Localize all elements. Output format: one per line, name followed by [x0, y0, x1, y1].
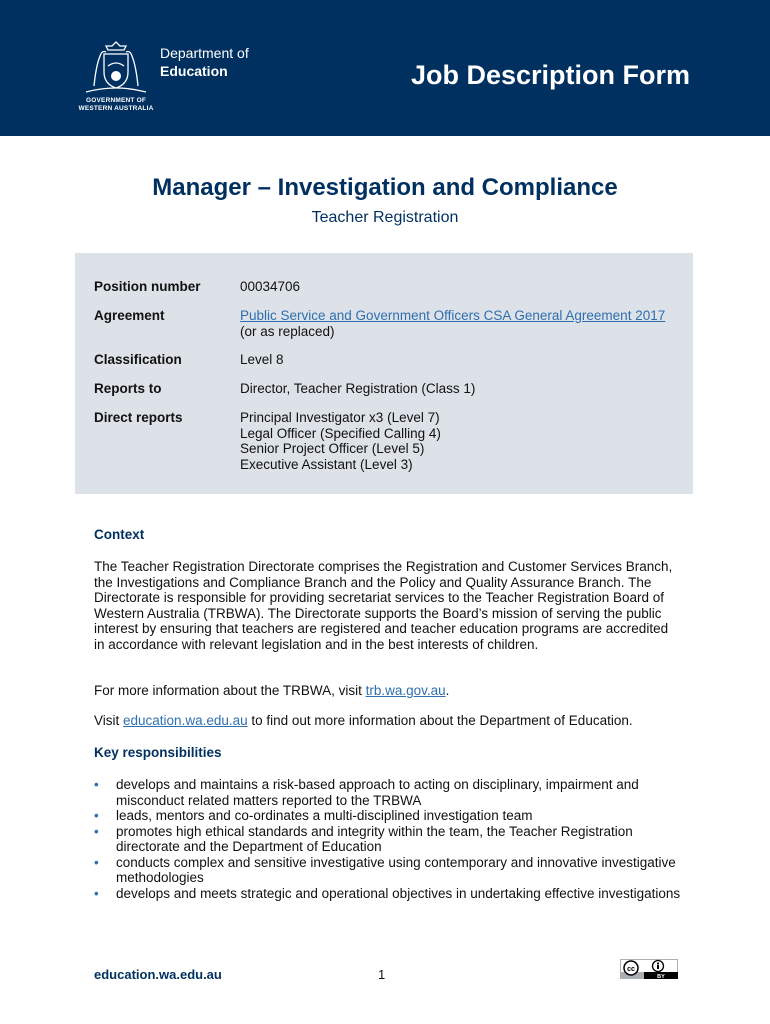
department-name	[160, 44, 249, 80]
direct-report-item: Executive Assistant (Level 3)	[240, 456, 413, 472]
responsibility-item: • leads, mentors and co-ordinates a multi-disciplined investigation team	[94, 808, 684, 824]
reports-to-label: Reports to	[94, 381, 162, 396]
department-info-prefix: Visit	[94, 713, 124, 728]
responsibility-item: • conducts complex and sensitive investigative using contemporary and innovative investigative methodologies	[94, 855, 684, 886]
direct-report-item: Senior Project Officer (Level 5)	[240, 441, 425, 456]
position-title: Manager – Investigation and Compliance	[152, 174, 618, 201]
department-info-line	[94, 713, 674, 729]
footer-url: education.wa.edu.au	[94, 967, 222, 982]
page-number: 1	[378, 967, 386, 982]
department-info-suffix: to find out more information about the Department of Education.	[247, 713, 633, 728]
direct-report-item: Legal Officer (Specified Calling 4)	[240, 425, 441, 441]
trbwa-info-line	[94, 683, 674, 699]
classification-value: Level 8	[240, 352, 284, 367]
context-heading: Context	[94, 527, 145, 542]
agreement-value	[240, 308, 680, 339]
trbwa-link[interactable]: trb.wa.gov.au	[365, 683, 446, 698]
direct-reports-list	[240, 410, 680, 472]
agreement-label: Agreement	[94, 308, 165, 323]
header-banner	[0, 0, 770, 136]
position-subtitle: Teacher Registration	[311, 209, 459, 226]
direct-report-item: Principal Investigator x3 (Level 7)	[240, 410, 440, 425]
key-responsibilities-heading: Key responsibilities	[94, 745, 222, 760]
agreement-suffix: (or as replaced)	[240, 323, 335, 339]
key-responsibilities-list	[94, 777, 684, 901]
responsibility-item: • promotes high ethical standards and integrity within the team, the Teacher Registration directorate and the Department of Education	[94, 824, 684, 855]
direct-reports-label: Direct reports	[94, 410, 183, 425]
position-details-panel	[75, 253, 693, 494]
classification-label: Classification	[94, 352, 182, 367]
wa-government-crest-icon	[76, 36, 156, 100]
trbwa-info-suffix: .	[445, 683, 450, 698]
agreement-link[interactable]: Public Service and Government Officers CSA General Agreement 2017	[240, 308, 666, 323]
government-label	[76, 97, 156, 113]
reports-to-value: Director, Teacher Registration (Class 1)	[240, 381, 476, 396]
trbwa-info-prefix: For more information about the TRBWA, visit	[94, 683, 366, 698]
svg-text:cc: cc	[627, 966, 635, 973]
department-name-line2: Education	[160, 63, 228, 79]
form-title: Job Description Form	[410, 60, 690, 90]
education-link[interactable]: education.wa.edu.au	[123, 713, 248, 728]
position-number-label: Position number	[94, 279, 201, 294]
government-label-line1: GOVERNMENT OF	[85, 97, 147, 104]
position-number-value: 00034706	[240, 279, 301, 294]
responsibility-item: • develops and meets strategic and operational objectives in undertaking effective investigations	[94, 886, 684, 902]
context-paragraph: The Teacher Registration Directorate comprises the Registration and Customer Services Branch, the Investigations and Compliance Branch and the Policy and Quality Assurance Branch. The Directorate is responsible for providing secretariat services to the Teacher Registration Board of Western Australia (TRBWA). The Directorate supports the Board’s mission of serving the public interest by ensuring that teachers are registered and teacher education programs are accredited in accordance with relevant legislation and in the best interests of children.	[94, 559, 673, 652]
responsibility-item: • develops and maintains a risk-based approach to acting on disciplinary, impairment and misconduct related matters reported to the TRBWA	[94, 777, 684, 808]
creative-commons-by-icon	[620, 959, 678, 979]
license-by-label: BY	[657, 974, 665, 979]
government-label-line2: WESTERN AUSTRALIA	[78, 105, 154, 112]
department-name-line1: Department of	[160, 45, 249, 61]
